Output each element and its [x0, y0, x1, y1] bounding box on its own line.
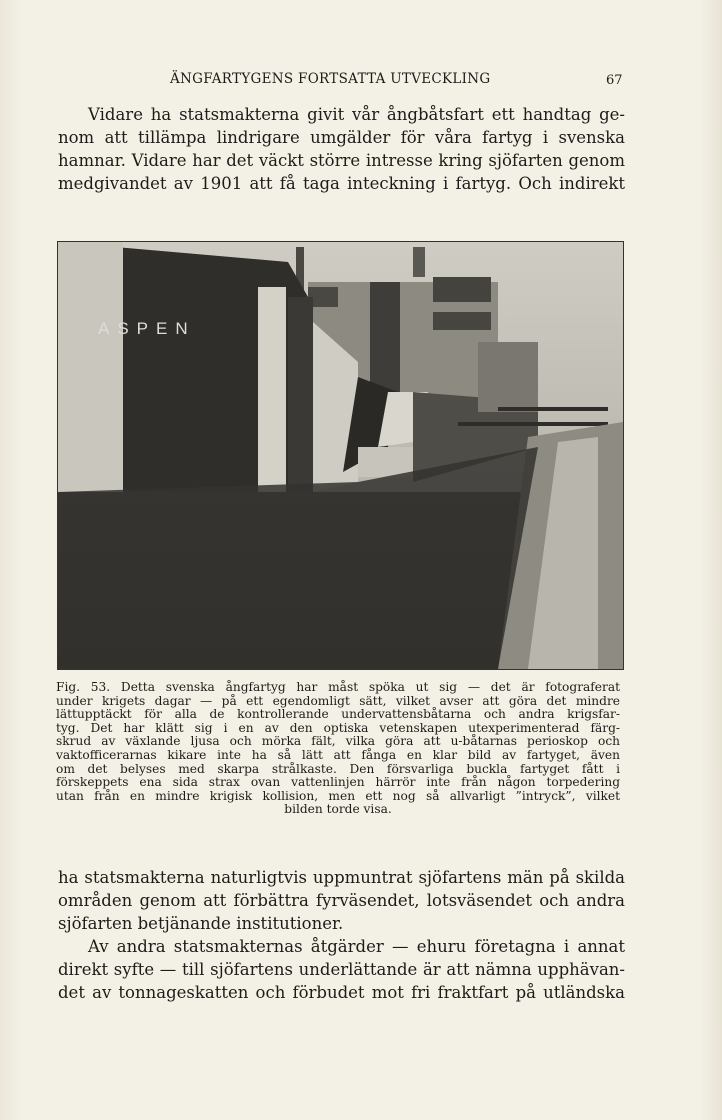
text-line: ha statsmakterna naturligtvis uppmuntrat sjöfartens män på skilda — [58, 868, 625, 887]
figure-caption — [56, 681, 620, 817]
page-number: 67 — [606, 73, 623, 88]
caption-line: lättupptäckt för alla de kontrollerande undervattensbåtarna och andra krigsfar- — [56, 707, 620, 722]
top-paragraph — [58, 103, 625, 195]
text-line: hamnar. Vidare har det väckt större intresse kring sjöfarten genom — [58, 151, 625, 170]
dazzle-camouflage-ship-image — [58, 242, 623, 669]
text-line: nom att tillämpa lindrigare umgälder för våra fartyg i svenska — [58, 128, 625, 147]
text-line: Vidare ha statsmakterna givit vår ångbåtsfart ett handtag ge- — [88, 105, 625, 124]
caption-line: bilden torde visa. — [284, 802, 392, 817]
running-title: ÄNGFARTYGENS FORTSATTA UTVECKLING — [170, 71, 491, 87]
caption-line: förskeppets ena sida strax ovan vattenlinjen härrör inte från någon torpedering — [56, 775, 620, 790]
bottom-paragraphs — [58, 866, 625, 1004]
caption-line: skrud av växlande ljusa och mörka fält, vilka göra att u-båtarnas perioskop och — [56, 734, 620, 749]
caption-line: under krigets dagar — på ett egendomligt sätt, vilket avser att göra det mindre — [56, 693, 620, 708]
hull-lettering: ASPEN — [98, 319, 196, 338]
caption-line: tyg. Det har klätt sig i en av den optiska vetenskapen utexperimenterad färg- — [56, 720, 620, 735]
caption-line: utan från en mindre krigisk kollision, men ett nog så allvarligt ”intryck”, vilket — [56, 788, 620, 803]
caption-line: Fig. 53. Detta svenska ångfartyg har måst spöka ut sig — det är fotograferat — [56, 680, 620, 694]
text-line: sjöfarten betjänande institutioner. — [58, 914, 344, 933]
text-line: det av tonnageskatten och förbudet mot fri fraktfart på utländska — [58, 983, 625, 1002]
text-line: Av andra statsmakternas åtgärder — ehuru företagna i annat — [88, 937, 625, 956]
text-line: direkt syfte — till sjöfartens underlättande är att nämna upphävan- — [58, 960, 625, 979]
caption-line: vaktofficerarnas kikare inte ha så lätt att fånga en klar bild av fartyget, även — [56, 747, 620, 762]
caption-line: om det belyses med skarpa strålkaste. Den försvarliga buckla fartyget fått i — [56, 761, 620, 776]
text-line: medgivandet av 1901 att få taga inteckning i fartyg. Och indirekt — [58, 174, 625, 193]
text-line: områden genom att förbättra fyrväsendet, lotsväsendet och andra — [58, 891, 625, 910]
ship-photograph — [57, 241, 624, 670]
